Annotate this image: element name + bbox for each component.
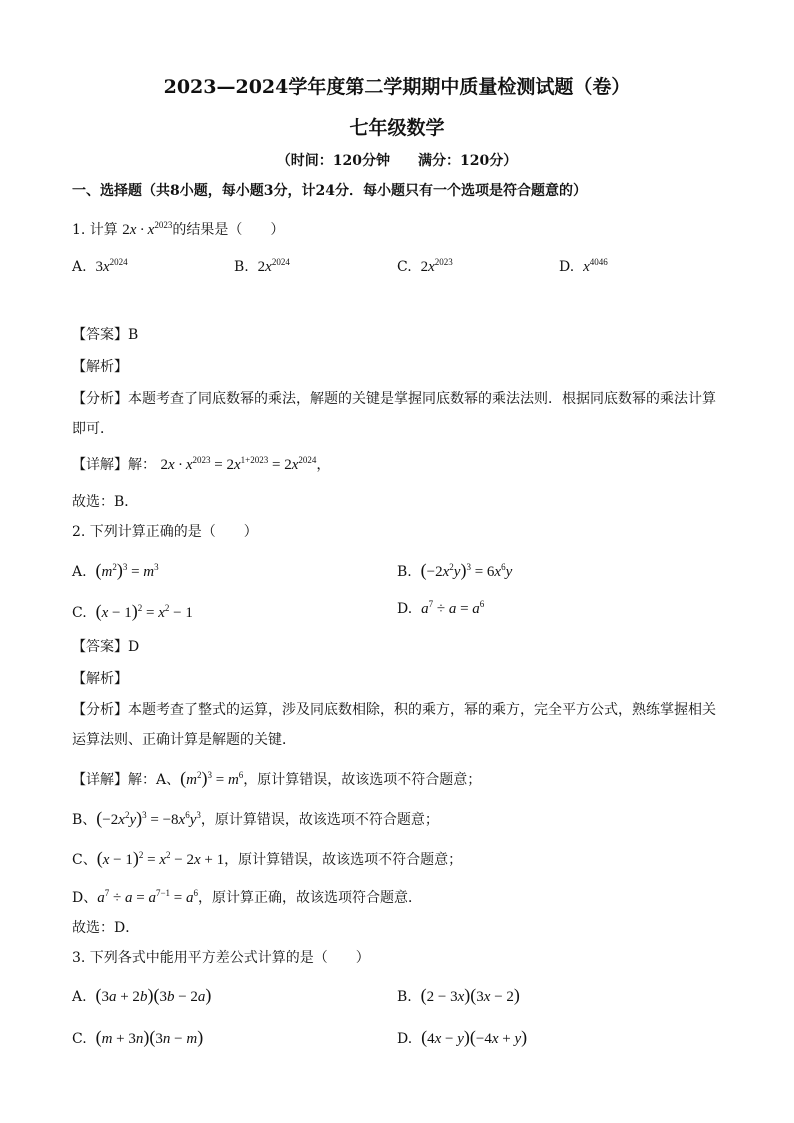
q2-detail-a: 【详解】解：A、$(m^2)^3 = m^6$，原计算错误，故该选项不符合题意； <box>72 768 482 788</box>
q3-option-a: A. (3a + 2b)(3b − 2a) <box>72 985 212 1005</box>
q3-stem: 3. 下列各式中能用平方差公式计算的是（ ） <box>72 950 370 966</box>
q2-option-c: C. $(x - 1)^2 = x^2 - 1$ <box>72 601 193 621</box>
q3-option-d: D. (4x − y)(−4x + y) <box>397 1027 528 1047</box>
q3-option-c: C. (m + 3n)(3n − m) <box>72 1027 204 1047</box>
q2-option-a: A. $(m^2)^3 = m^3$ <box>72 560 159 580</box>
q2-detail-b: B、$(-2x^2y)^3 = -8x^6y^3$，原计算错误，故该选项不符合题意； <box>72 808 439 828</box>
q2-option-d: D. $a^7 \div a = a^6$ <box>397 599 485 617</box>
section-heading: 一、选择题（共8小题，每小题3分，计24分．每小题只有一个选项是符合题意的） <box>72 183 587 199</box>
q2-stem: 2. 下列计算正确的是（ ） <box>72 524 258 540</box>
q1-expression: $2x \cdot x^{2023}$ <box>122 220 173 238</box>
q2-conclusion: 故选：D． <box>72 920 140 936</box>
q1-analysis-cont: 即可． <box>72 421 114 437</box>
q2-answer: 【答案】D <box>72 639 140 655</box>
q1-option-d: D. $x^{4046}$ <box>559 257 608 275</box>
q1-analysis: 【分析】本题考查了同底数幂的乘法，解题的关键是掌握同底数幂的乘法法则．根据同底数幂的乘法计算 <box>72 391 716 407</box>
q2-analysis-label: 【解析】 <box>72 671 128 687</box>
q1-conclusion: 故选：B． <box>72 494 139 510</box>
score-info: 满分：120分） <box>418 153 518 169</box>
q1-option-b: B. $2x^{2024}$ <box>234 257 290 275</box>
q1-option-a: A. $3x^{2024}$ <box>72 257 128 275</box>
q3-option-b: B. (2 − 3x)(3x − 2) <box>397 985 520 1005</box>
q2-analysis-cont: 运算法则、正确计算是解题的关键． <box>72 732 296 748</box>
exam-title: 2023—2024学年度第二学期期中质量检测试题（卷） <box>163 76 631 98</box>
time-info: （时间：120分钟 <box>276 153 390 169</box>
q2-option-b: B. $(-2x^2y)^3 = 6x^6y$ <box>397 560 513 580</box>
q2-detail-c: C、$(x - 1)^2 = x^2 - 2x + 1$，原计算错误，故该选项不符合题意； <box>72 848 463 868</box>
q2-analysis: 【分析】本题考查了整式的运算，涉及同底数相除，积的乘方，幂的乘方，完全平方公式，熟练掌握相关 <box>72 702 716 718</box>
q2-detail-d: D、$a^7 \div a = a^{7-1} = a^6$，原计算正确，故该选项符合题意． <box>72 888 422 906</box>
q1-answer: 【答案】B <box>72 327 139 343</box>
exam-meta <box>0 150 794 170</box>
q1-stem: 1. 计算 $2x \cdot x^{2023}$的结果是（ ） <box>72 220 285 238</box>
q1-detail: 【详解】解： $2x \cdot x^{2023} = 2x^{1+2023} = 2x^{2024}$， <box>72 455 331 473</box>
q1-option-c: C. $2x^{2023}$ <box>397 257 453 275</box>
q1-analysis-label: 【解析】 <box>72 359 128 375</box>
exam-subtitle: 七年级数学 <box>349 117 445 139</box>
